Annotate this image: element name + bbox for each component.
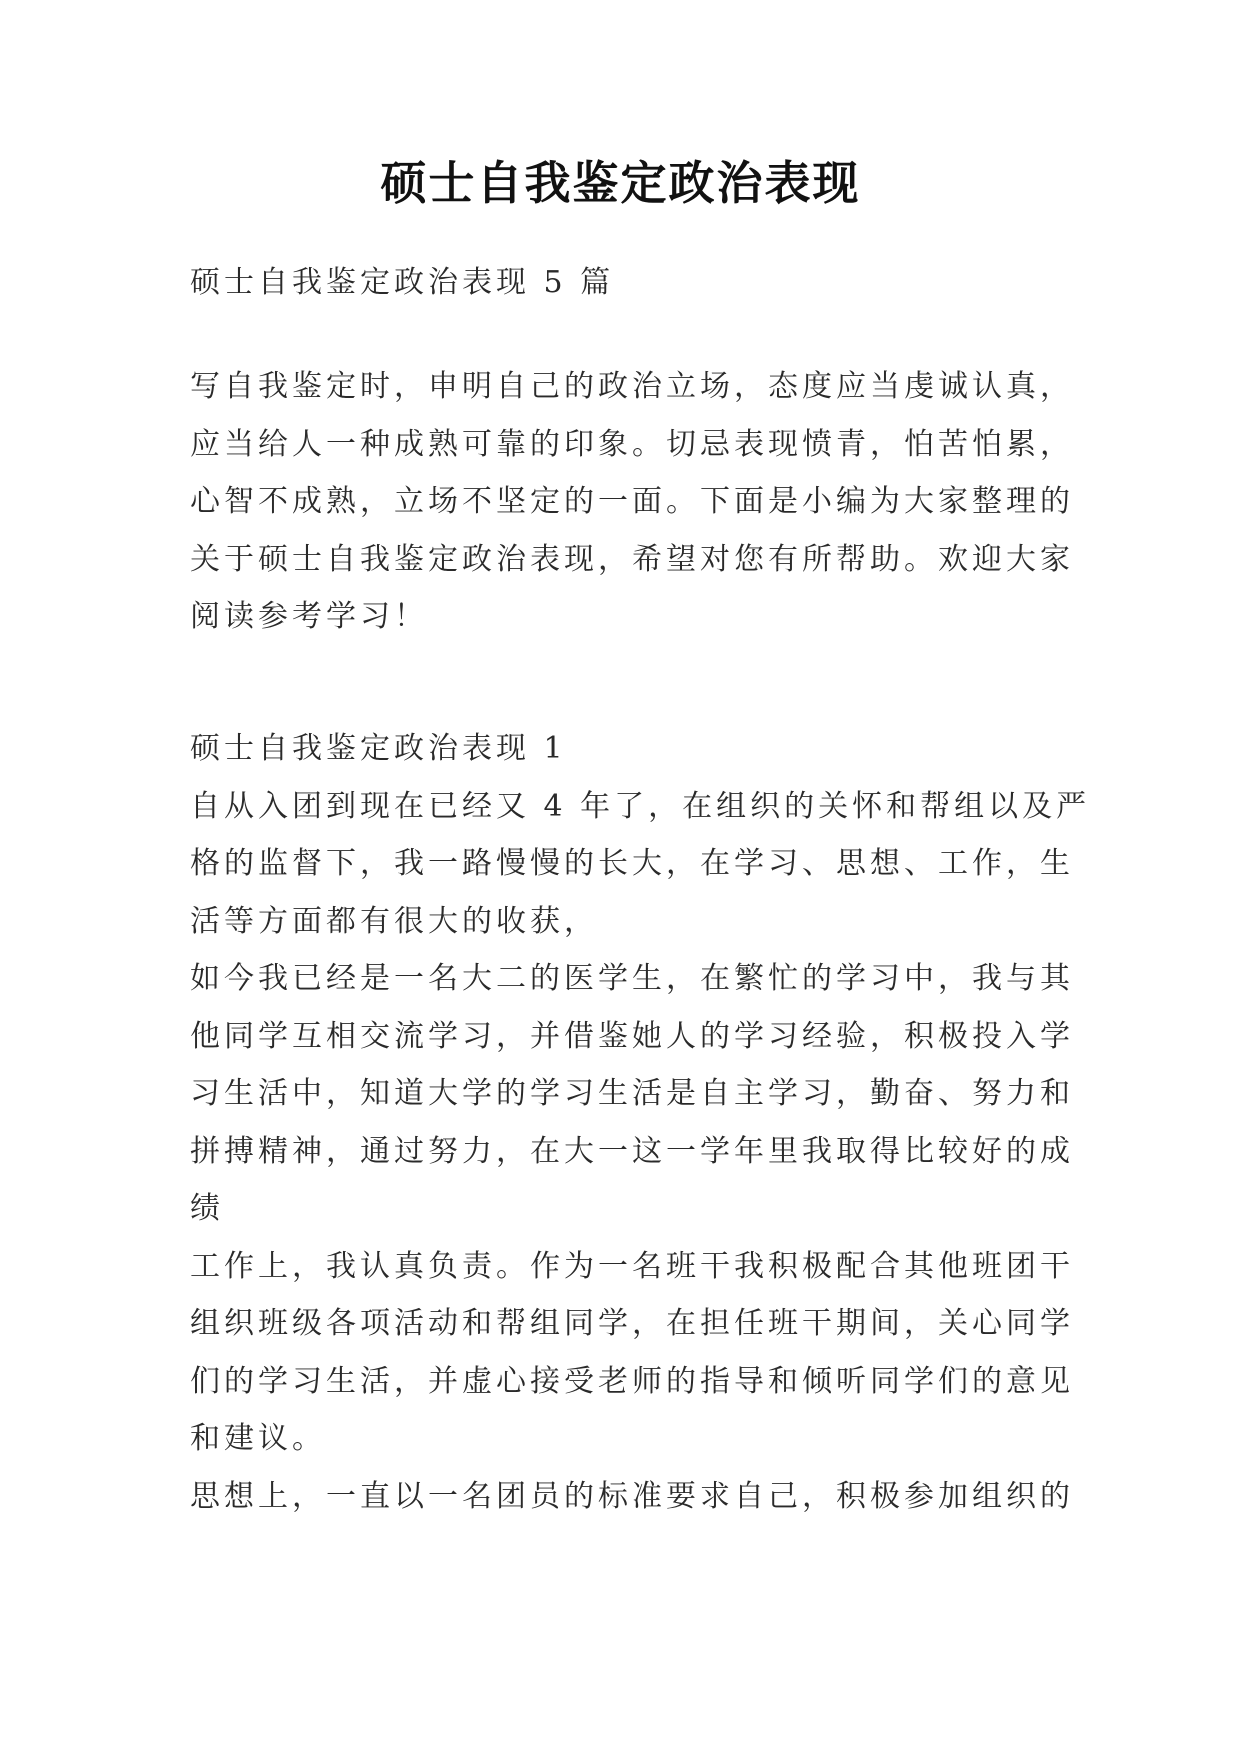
body-line: 活等方面都有很大的收获，	[190, 903, 598, 939]
intro-line: 关于硕士自我鉴定政治表现，希望对您有所帮助。欢迎大家	[190, 541, 1074, 577]
body-line: 们的学习生活，并虚心接受老师的指导和倾听同学们的意见	[190, 1363, 1074, 1399]
intro-line: 应当给人一种成熟可靠的印象。切忌表现愤青，怕苦怕累，	[190, 426, 1074, 462]
subtitle: 硕士自我鉴定政治表现 5 篇	[190, 265, 615, 300]
body-line: 自从入团到现在已经又 4 年了，在组织的关怀和帮组以及严	[190, 788, 1091, 824]
body-line: 他同学互相交流学习，并借鉴她人的学习经验，积极投入学	[190, 1018, 1074, 1054]
body-line: 拼搏精神，通过努力，在大一这一学年里我取得比较好的成	[190, 1133, 1074, 1169]
subtitle-block	[190, 254, 1070, 312]
body-line: 绩	[190, 1191, 224, 1226]
body-line: 习生活中，知道大学的学习生活是自主学习，勤奋、努力和	[190, 1076, 1074, 1111]
intro-line: 心智不成熟，立场不坚定的一面。下面是小编为大家整理的	[190, 484, 1074, 519]
section-heading: 硕士自我鉴定政治表现 1	[190, 731, 567, 766]
page-title: 硕士自我鉴定政治表现	[380, 156, 861, 210]
body-line: 格的监督下，我一路慢慢的长大，在学习、思想、工作，生	[190, 846, 1074, 881]
intro-paragraph	[190, 358, 1074, 646]
section-1	[190, 720, 1091, 1525]
body-line: 工作上，我认真负责。作为一名班干我积极配合其他班团干	[190, 1248, 1074, 1284]
intro-line: 阅读参考学习！	[190, 599, 428, 634]
body-line: 组织班级各项活动和帮组同学，在担任班干期间，关心同学	[190, 1306, 1074, 1341]
body-line: 和建议。	[190, 1421, 326, 1456]
body-line: 如今我已经是一名大二的医学生，在繁忙的学习中，我与其	[190, 961, 1074, 996]
intro-line: 写自我鉴定时，申明自己的政治立场，态度应当虔诚认真，	[190, 369, 1074, 404]
body-line: 思想上，一直以一名团员的标准要求自己，积极参加组织的	[190, 1478, 1074, 1514]
